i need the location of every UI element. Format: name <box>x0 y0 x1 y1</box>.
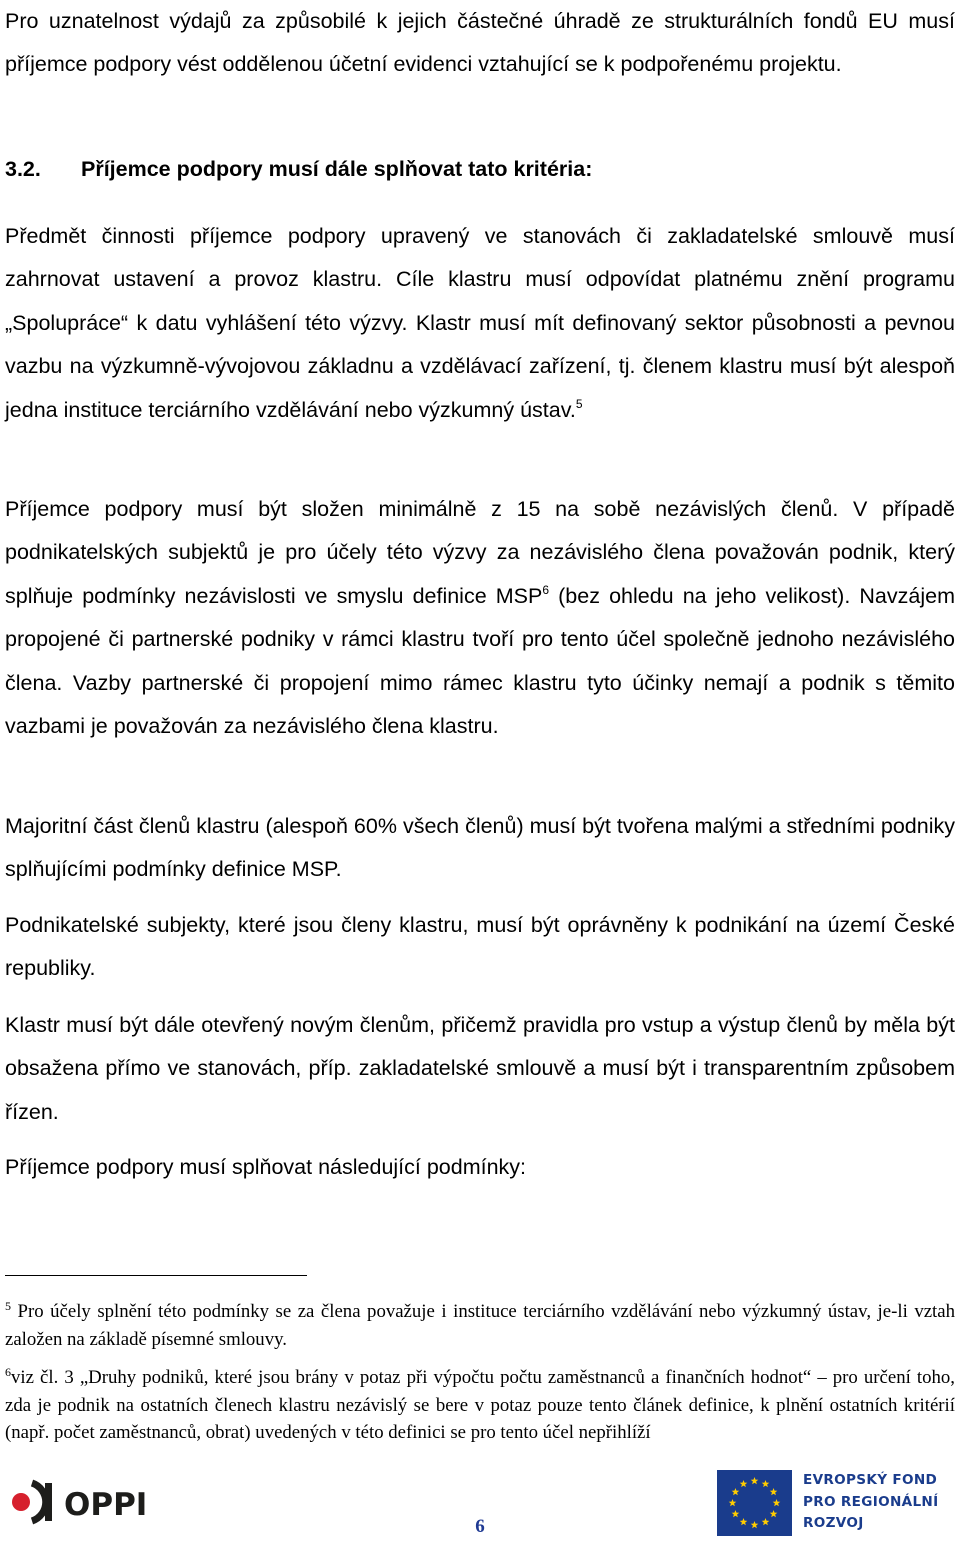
footnote-6 <box>5 1364 955 1447</box>
footnote-text: viz čl. 3 „Druhy podniků, které jsou brány v potaz při výpočtu počtu zaměstnanců a finančních hodnot“ – pro určení toho, zda je podnik na ostatních členech klastru nezávislý se bere v potaz pouze tento článek definice, k plnění ostatních kritérií (např. počet zaměstnanců, obrat) uvedených v této definici se pro tento účel nepřihlíží <box>5 1367 955 1443</box>
eu-flag-icon <box>695 1470 792 1536</box>
paragraph-text: Předmět činnosti příjemce podpory upravený ve stanovách či zakladatelské smlouvě musí zahrnovat ustavení a provoz klastru. Cíle klastru musí odpovídat platnému znění programu „Spolupráce“ k datu vyhlášení této výzvy. Klastr musí mít definovaný sektor působnosti a pevnou vazbu na výzkumně-vývojovou základnu a vzdělávací zařízení, tj. členem klastru musí být alespoň jedna instituce terciárního vzdělávání nebo výzkumný ústav. <box>5 224 955 422</box>
footnote-mark: 6 <box>5 1365 11 1379</box>
oppi-logo <box>8 1475 168 1525</box>
section-number: 3.2. <box>5 157 41 181</box>
section-heading <box>5 148 592 191</box>
footnote-divider <box>5 1275 307 1276</box>
paragraph-text: Majoritní část členů klastru (alespoň 60% všech členů) musí být tvořena malými a středními podniky splňujícími podmínky definice MSP. <box>5 814 955 882</box>
footnote-5 <box>5 1298 955 1353</box>
paragraph-conditions <box>5 1146 955 1189</box>
section-title: Příjemce podpory musí dále splňovat tato kritéria: <box>81 157 593 181</box>
paragraph-territory <box>5 904 955 991</box>
paragraph-text: Příjemce podpory musí být složen minimálně z 15 na sobě nezávislých členů. V případě podnikatelských subjektů je pro účely této výzvy za nezávislého člena považován podnik, který splňuje podmínky nezávislosti ve smyslu definice MSP <box>5 497 955 608</box>
paragraph-majority <box>5 805 955 892</box>
paragraph-text: (bez ohledu na jeho velikost). Navzájem propojené či partnerské podniky v rámci klastru tvoří pro tento účel společně jednoho nezávislého člena. Vazby partnerské či propojení mimo rámec klastru tyto účinky nemají a podnik s těmito vazbami je považován za nezávislého člena klastru. <box>5 583 955 739</box>
paragraph-openness <box>5 1004 955 1134</box>
paragraph-text: Podnikatelské subjekty, které jsou členy klastru, musí být oprávněny k podnikání na území České republiky. <box>5 913 955 981</box>
paragraph-members <box>5 488 955 748</box>
paragraph-subject <box>5 215 955 432</box>
footnote-mark: 5 <box>5 1299 11 1313</box>
eu-fund-text <box>803 1470 955 1535</box>
eu-line: PRO REGIONÁLNÍ <box>803 1493 939 1510</box>
paragraph-accounting <box>5 0 955 87</box>
footnote-ref-6[interactable]: 6 <box>542 582 550 597</box>
oppi-logo-icon <box>8 1475 168 1525</box>
footnote-ref-5[interactable]: 5 <box>575 396 583 411</box>
oppi-logo-text: OPPI <box>64 1487 148 1523</box>
paragraph-text: Příjemce podpory musí splňovat následující podmínky: <box>5 1155 527 1179</box>
paragraph-text: Klastr musí být dále otevřený novým členům, přičemž pravidla pro vstup a výstup členů by měla být obsažena přímo ve stanovách, příp. zakladatelské smlouvě a musí být i transparentním způsobem řízen. <box>5 1013 955 1124</box>
page-number: 6 <box>475 1516 485 1537</box>
footnote-text: Pro účely splnění této podmínky se za člena považuje i instituce terciárního vzdělávání nebo výzkumný ústav, je-li vztah založen na základě písemné smlouvy. <box>5 1301 955 1350</box>
eu-line: ROZVOJ <box>803 1515 864 1531</box>
paragraph-text: Pro uznatelnost výdajů za způsobilé k jejich částečné úhradě ze strukturálních fondů EU musí příjemce podpory vést oddělenou účetní evidenci vztahující se k podpořenému projektu. <box>5 9 955 77</box>
eu-line: EVROPSKÝ FOND <box>803 1472 938 1488</box>
eu-fund-logo <box>695 1470 955 1540</box>
